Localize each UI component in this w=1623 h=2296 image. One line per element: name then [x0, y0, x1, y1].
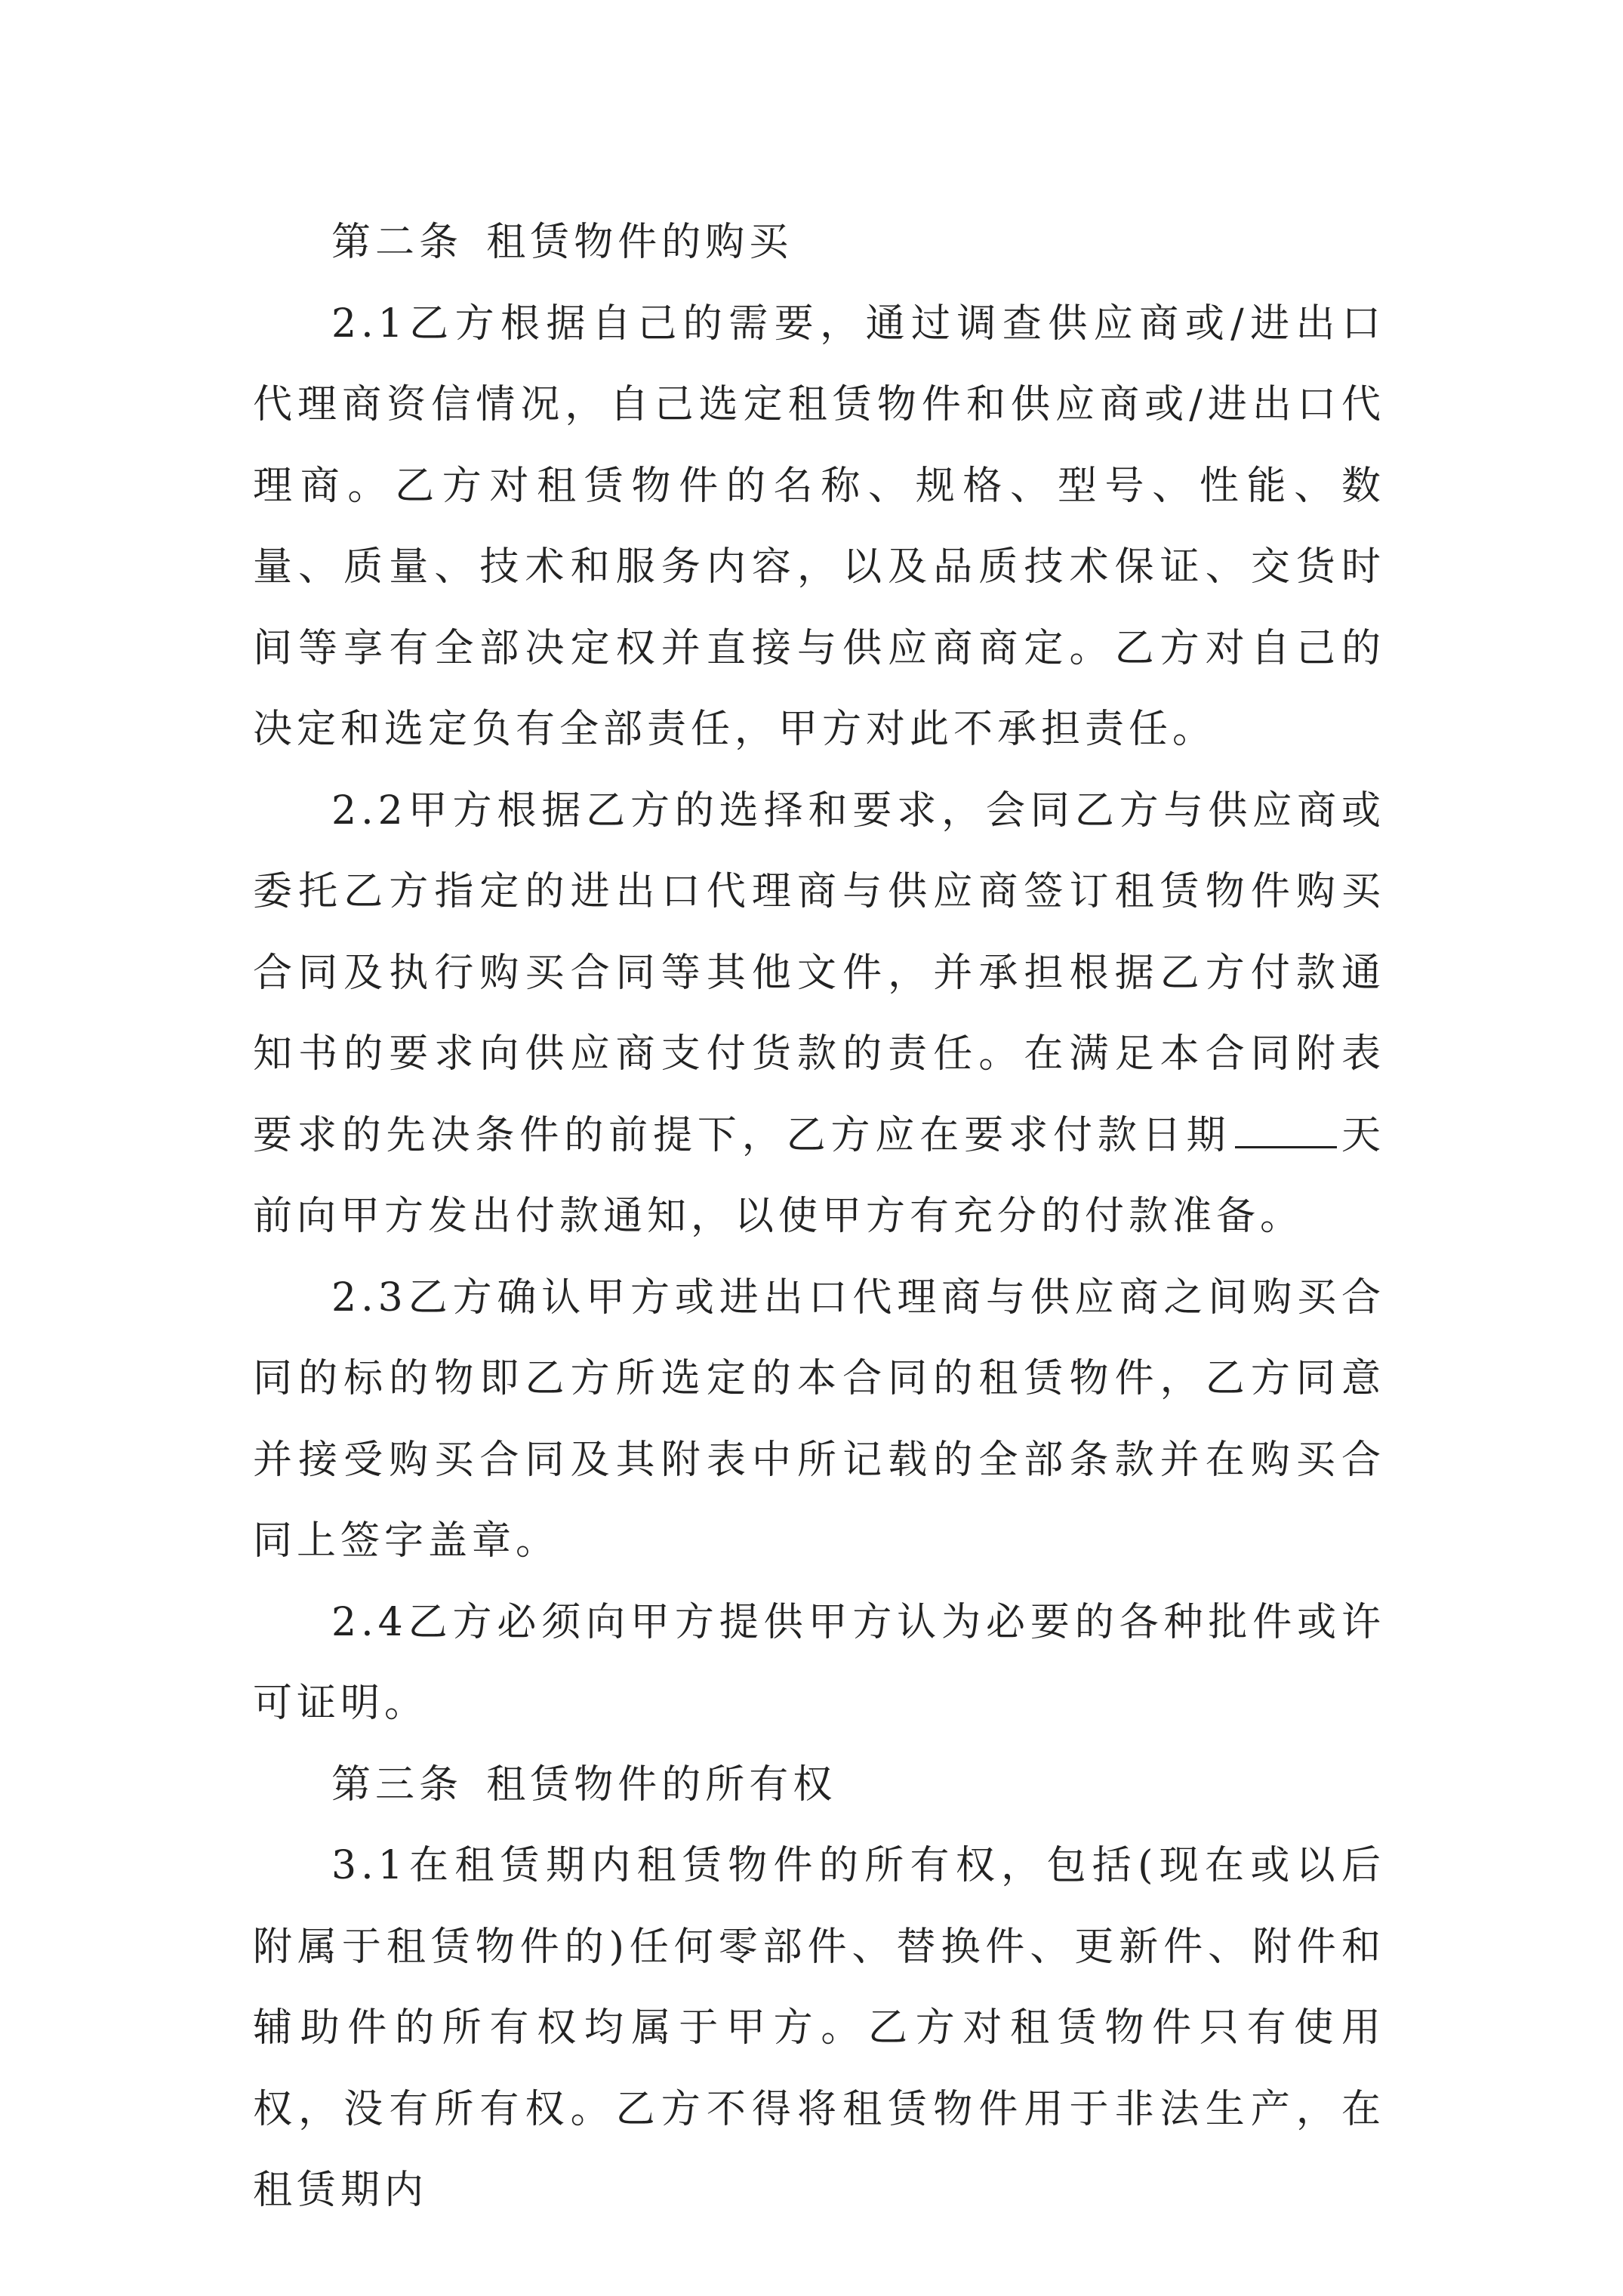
fill-in-blank-days	[1235, 1111, 1337, 1148]
clause-2-3: 2.3乙方确认甲方或进出口代理商与供应商之间购买合同的标的物即乙方所选定的本合同的租赁物件，乙方同意并接受购买合同及其附表中所记载的全部条款并在购买合同上签字盖章。	[253, 1274, 1385, 1564]
clause-2-2-text-after-blank: 天前向甲方发出付款通知，以使甲方有充分的付款准备。	[253, 1112, 1385, 1239]
section-number: 第二条	[331, 220, 463, 265]
clause-2-2	[253, 771, 1385, 1258]
clause-2-1: 2.1乙方根据自己的需要，通过调查供应商或/进出口代理商资信情况，自己选定租赁物件和供应商或/进出口代理商。乙方对租赁物件的名称、规格、型号、性能、数量、质量、技术和服务内容，以及品质技术保证、交货时间等享有全部决定权并直接与供应商商定。乙方对自己的决定和选定负有全部责任，甲方对此不承担责任。	[253, 300, 1385, 752]
section-heading-3	[253, 1745, 1385, 1826]
clause-2-2-text-before-blank: 2.2甲方根据乙方的选择和要求，会同乙方与供应商或委托乙方指定的进出口代理商与供应商签订租赁物件购买合同及执行购买合同等其他文件，并承担根据乙方付款通知书的要求向供应商支付货款的责任。在满足本合同附表要求的先决条件的前提下，乙方应在要求付款日期	[253, 787, 1385, 1158]
clause-2-4: 2.4乙方必须向甲方提供甲方认为必要的各种批件或许可证明。	[253, 1599, 1385, 1726]
section-title: 租赁物件的所有权	[486, 1761, 837, 1808]
section-heading-2	[253, 202, 1385, 284]
clause-3-1: 3.1在租赁期内租赁物件的所有权，包括(现在或以后附属于租赁物件的)任何零部件、替换件、更新件、附件和辅助件的所有权均属于甲方。乙方对租赁物件只有使用权，没有所有权。乙方不得将租赁物件用于非法生产，在租赁期内	[253, 1843, 1385, 2213]
section-title: 租赁物件的购买	[486, 220, 793, 265]
document-body	[253, 202, 1385, 2232]
section-number: 第三条	[331, 1761, 463, 1808]
